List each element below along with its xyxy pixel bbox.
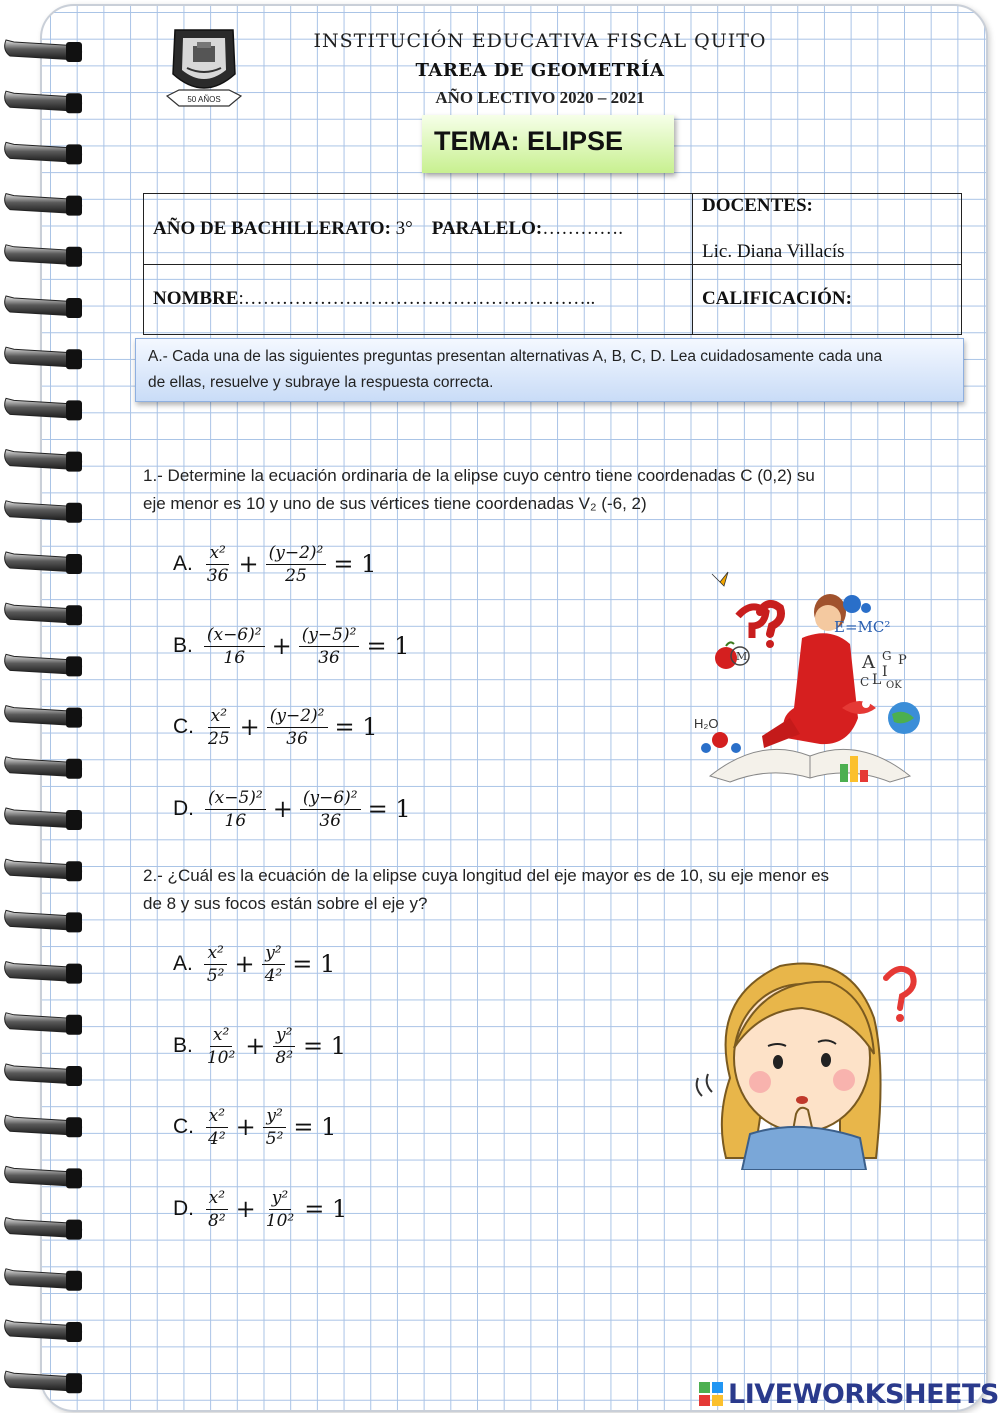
option-letter: D.: [173, 1197, 194, 1220]
question-2-text-2: de 8 y sus focos están sobre el eje y?: [143, 894, 428, 913]
fraction: $\frac{\text{x²}}{25}$: [208, 705, 230, 749]
svg-text:C: C: [860, 675, 870, 689]
brand-name: LIVEWORKSHEETS: [728, 1378, 999, 1410]
spiral-hole: [66, 708, 82, 728]
grade-label: AÑO DE BACHILLERATO:: [153, 218, 391, 239]
fraction: $\frac{\text{x²}}{36}$: [206, 542, 229, 586]
section-label: PARALELO:: [431, 218, 543, 239]
fraction: $\frac{\text{y²}}{\text{8²}}$: [272, 1025, 296, 1068]
name-label: NOMBRE: [153, 288, 239, 309]
spiral-hole: [66, 452, 82, 472]
liveworksheets-logo[interactable]: [698, 1378, 999, 1410]
score-label: CALIFICACIÓN:: [702, 288, 852, 309]
spiral-hole: [66, 144, 82, 164]
name-blank[interactable]: :………………………………………………..: [238, 288, 596, 309]
spiral-hole: [66, 196, 82, 216]
question-2: [143, 862, 903, 918]
q1-option-c[interactable]: C. $\frac{\text{x²}}{25}$ + $\frac{\text{(y−2)²}}{36}$ = 1: [173, 705, 378, 749]
fraction: $\frac{\text{y²}}{\text{10²}}$: [265, 1187, 295, 1231]
fraction: $\frac{\text{y²}}{\text{5²}}$: [263, 1106, 287, 1149]
spiral-hole: [66, 1322, 82, 1342]
school-year: AÑO LECTIVO 2020 – 2021: [435, 88, 645, 107]
teacher-name: Lic. Diana Villacís: [702, 241, 845, 262]
option-letter: A.: [173, 552, 193, 575]
q1-option-b[interactable]: B. $\frac{\text{(x−6)²}}{16}$ + $\frac{\text{(y−5)²}}{36}$ = 1: [173, 624, 410, 668]
spiral-hole: [66, 656, 82, 676]
option-letter: B.: [173, 1034, 193, 1057]
logo-caption: 50 AÑOS: [187, 95, 221, 104]
option-letter: D.: [173, 797, 194, 820]
q1-option-d[interactable]: D. $\frac{\text{(x−5)²}}{16}$ + $\frac{\text{(y−6)²}}{36}$ = 1: [173, 787, 411, 831]
svg-text:OK: OK: [886, 680, 902, 691]
q2-option-d[interactable]: D. $\frac{\text{x²}}{\text{8²}}$ + $\frac{\text{y²}}{\text{10²}}$ = 1: [173, 1187, 348, 1231]
spiral-hole: [66, 964, 82, 984]
spiral-hole: [66, 1271, 82, 1291]
subject-title: TAREA DE GEOMETRÍA: [415, 60, 665, 81]
q1-option-a[interactable]: A. $\frac{\text{x²}}{36}$ + $\frac{\text{(y−2)²}}{25}$ = 1: [173, 542, 377, 586]
spiral-hole: [66, 349, 82, 369]
instructions-box: [135, 338, 964, 402]
svg-text:L: L: [872, 672, 882, 688]
fraction: $\frac{\text{(y−5)²}}{36}$: [299, 625, 360, 668]
spiral-hole: [66, 1015, 82, 1035]
option-letter: C.: [173, 715, 194, 738]
spiral-hole: [66, 912, 82, 932]
fraction: $\frac{\text{(y−2)²}}{25}$: [266, 543, 327, 586]
fraction: $\frac{\text{(x−6)²}}{16}$: [204, 625, 265, 668]
spiral-hole: [66, 42, 82, 62]
instructions-line-2: de ellas, resuelve y subraye la respuesta correcta.: [148, 374, 494, 391]
brand-mark-icon: [698, 1381, 726, 1407]
spiral-hole: [66, 605, 82, 625]
svg-text:A: A: [862, 652, 875, 673]
student-info-table: [143, 193, 962, 335]
spiral-hole: [66, 810, 82, 830]
spiral-hole: [66, 1066, 82, 1086]
fraction: $\frac{\text{x²}}{\text{8²}}$: [205, 1188, 229, 1231]
spiral-hole: [66, 1220, 82, 1240]
spiral-hole: [66, 861, 82, 881]
grade-cell: [153, 218, 623, 240]
school-logo: [163, 24, 245, 116]
option-letter: C.: [173, 1115, 194, 1138]
molecule-text: H₂O: [694, 716, 719, 731]
spiral-hole: [66, 298, 82, 318]
question-1-text-2: eje menor es 10 y uno de sus vértices tiene coordenadas V₂ (-6, 2): [143, 494, 647, 513]
fraction: $\frac{\text{x²}}{\text{5²}}$: [204, 943, 228, 986]
fraction: $\frac{\text{(y−6)²}}{36}$: [300, 788, 361, 831]
boy-science-illustration: [690, 568, 930, 800]
topic-banner: TEMA: ELIPSE: [422, 115, 674, 173]
question-2-text-1: 2.- ¿Cuál es la ecuación de la elipse cuya longitud del eje mayor es de 10, su eje menor es: [143, 866, 830, 885]
thinking-girl-illustration: [690, 958, 926, 1170]
fraction: $\frac{\text{y²}}{\text{4²}}$: [262, 943, 286, 986]
question-1: [143, 462, 903, 518]
spiral-hole: [66, 554, 82, 574]
school-name: INSTITUCIÓN EDUCATIVA FISCAL QUITO: [313, 30, 767, 52]
option-letter: A.: [173, 952, 193, 975]
spiral-hole: [66, 1117, 82, 1137]
q2-option-c[interactable]: C. $\frac{\text{x²}}{\text{4²}}$ + $\frac{\text{y²}}{\text{5²}}$ = 1: [173, 1105, 337, 1149]
fraction: $\frac{\text{(x−5)²}}{16}$: [205, 788, 266, 831]
fraction: $\frac{\text{x²}}{\text{10²}}$: [206, 1024, 236, 1068]
question-1-text-1: 1.- Determine la ecuación ordinaria de la elipse cuyo centro tiene coordenadas C (0,2) su: [143, 466, 815, 485]
spiral-hole: [66, 1168, 82, 1188]
fraction: $\frac{\text{(y−2)²}}{36}$: [267, 706, 328, 749]
formula-text: E=MC²: [834, 618, 891, 636]
spiral-hole: [66, 400, 82, 420]
spiral-hole: [66, 1373, 82, 1393]
grade-value: 3°: [395, 218, 413, 239]
option-letter: B.: [173, 634, 193, 657]
q2-option-b[interactable]: B. $\frac{\text{x²}}{\text{10²}}$ + $\frac{\text{y²}}{\text{8²}}$ = 1: [173, 1024, 347, 1068]
svg-text:M: M: [736, 650, 748, 663]
q2-option-a[interactable]: A. $\frac{\text{x²}}{\text{5²}}$ + $\frac{\text{y²}}{\text{4²}}$ = 1: [173, 942, 336, 986]
spiral-hole: [66, 503, 82, 523]
svg-text:G: G: [882, 649, 892, 663]
name-cell: [153, 288, 595, 310]
spiral-hole: [66, 93, 82, 113]
svg-text:I: I: [882, 664, 888, 680]
fraction: $\frac{\text{x²}}{\text{4²}}$: [205, 1106, 229, 1149]
spiral-hole: [66, 247, 82, 267]
spiral-hole: [66, 759, 82, 779]
section-blank[interactable]: ………….: [542, 218, 623, 239]
spiral-binding: [0, 0, 90, 1413]
svg-text:P: P: [898, 653, 907, 668]
teachers-label: DOCENTES:: [702, 195, 813, 216]
instructions-line-1: A.- Cada una de las siguientes preguntas presentan alternativas A, B, C, D. Lea cuidadosamente cada una: [148, 348, 883, 365]
